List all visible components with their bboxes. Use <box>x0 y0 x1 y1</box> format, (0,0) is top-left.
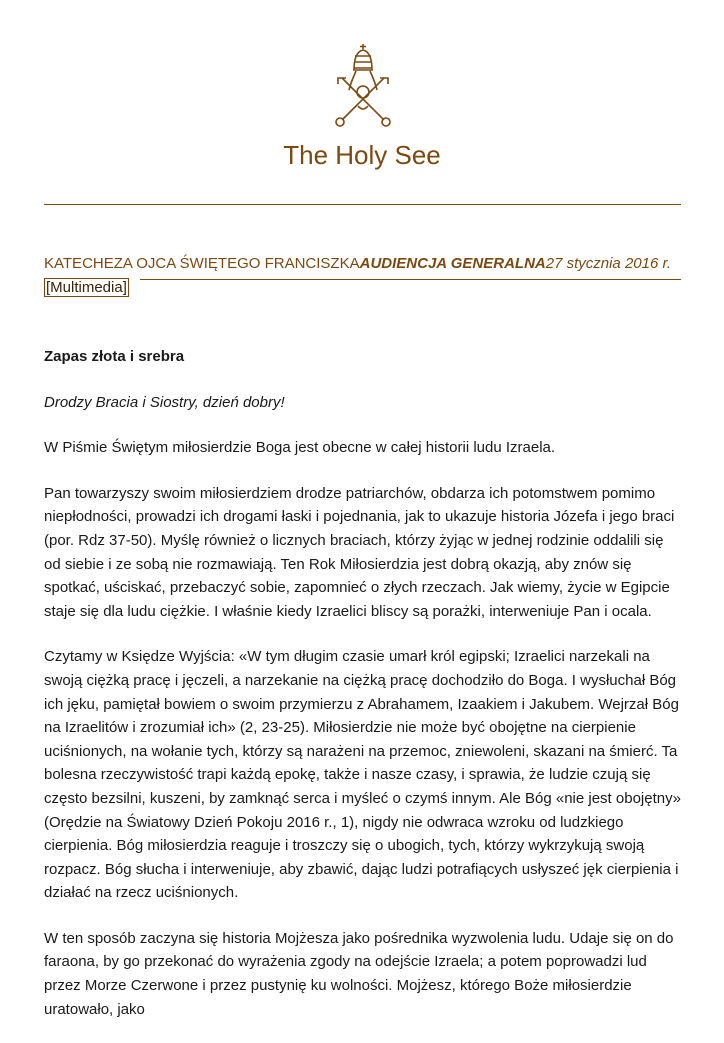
article-paragraph: Czytamy w Księdze Wyjścia: «W tym długim czasie umarł król egipski; Izraelici narzekali na swoją ciężką pracę i jęczeli, a narzekanie na ciężką pracę dochodziło do Boga. I wysłuchał Bóg ich jęku, pamiętał bowiem o swoim przymierzu z Abrahamem, Izaakiem i Jakubem. Wejrzał Bóg na Izraelitów i zrozumiał ich» (2, 23-25). Miłosierdzie nie może być obojętne na cierpienie uciśnionych, na wołanie tych, którzy są narażeni na przemoc, zniewoleni, skazani na śmierć. Ta bolesna rzeczywistość trapi każdą epokę, także i nasze czasy, i sprawia, że ludzie czują się często bezsilni, kuszeni, by zamknąć serca i myśleć o czymś innym. Ale Bóg «nie jest obojętny» (Orędzie na Światowy Dzień Pokoju 2016 r., 1), nigdy nie odwraca wzroku od ludzkiego cierpienia. Bóg miłosierdzia reaguje i troszczy się o ubogich, tych, którzy wykrzykują swoją rozpacz. Bóg słucha i interweniuje, aby zbawić, dając ludzi potrafiących usłyszeć jęk cierpienia i działać na rzecz uciśnionych. <box>44 648 681 902</box>
papal-emblem <box>318 40 408 130</box>
article-heading: Zapas złota i srebra <box>44 348 185 365</box>
site-title: The Holy See <box>283 140 441 170</box>
document-header <box>44 252 684 300</box>
article-paragraph: W ten sposób zaczyna się historia Mojżesza jako pośrednika wyzwolenia ludu. Udaje się on do faraona, by go przekonać do wyrażenia zgody na odejście Izraela; a potem poprowadzi lud przez Morze Czerwone i przez pustynię ku wolności. Mojżesz, którego Boże miłosierdzie uratowało, jako <box>44 929 674 1018</box>
title-divider <box>44 204 681 205</box>
article-paragraph: Pan towarzyszy swoim miłosierdziem drodze patriarchów, obdarza ich potomstwem pomimo niepłodności, prowadzi ich drogami łaski i pojednania, jak to ukazuje historia Józefa i jego braci (por. Rdz 37-50). Myślę również o licznych braciach, którzy żyjąc w jednej rodzinie oddalili się od siebie i ze sobą nie rozmawiają. Ten Rok Miłosierdzia jest dobrą okazją, aby znów się spotkać, uściskać, przebaczyć sobie, zapomnieć o złych rzeczach. Jak wiemy, życie w Egipcie staje się dla ludu ciężkie. I właśnie kiedy Izraelici bliscy są porażki, interweniuje Pan i ocala. <box>44 484 675 620</box>
header-label: AUDIENCJA GENERALNA <box>359 255 546 272</box>
article-body <box>44 345 684 1043</box>
multimedia-link[interactable]: [Multimedia] <box>46 279 127 296</box>
header-prefix: KATECHEZA OJCA ŚWIĘTEGO FRANCISZKA <box>44 255 360 272</box>
papal-keys-tiara-emblem-icon <box>318 40 408 130</box>
article-paragraph: W Piśmie Świętym miłosierdzie Boga jest obecne w całej historii ludu Izraela. <box>44 439 556 457</box>
article-greeting: Drodzy Bracia i Siostry, dzień dobry! <box>44 393 285 411</box>
header-date: 27 stycznia 2016 r. <box>545 255 672 272</box>
header-divider <box>140 279 681 280</box>
